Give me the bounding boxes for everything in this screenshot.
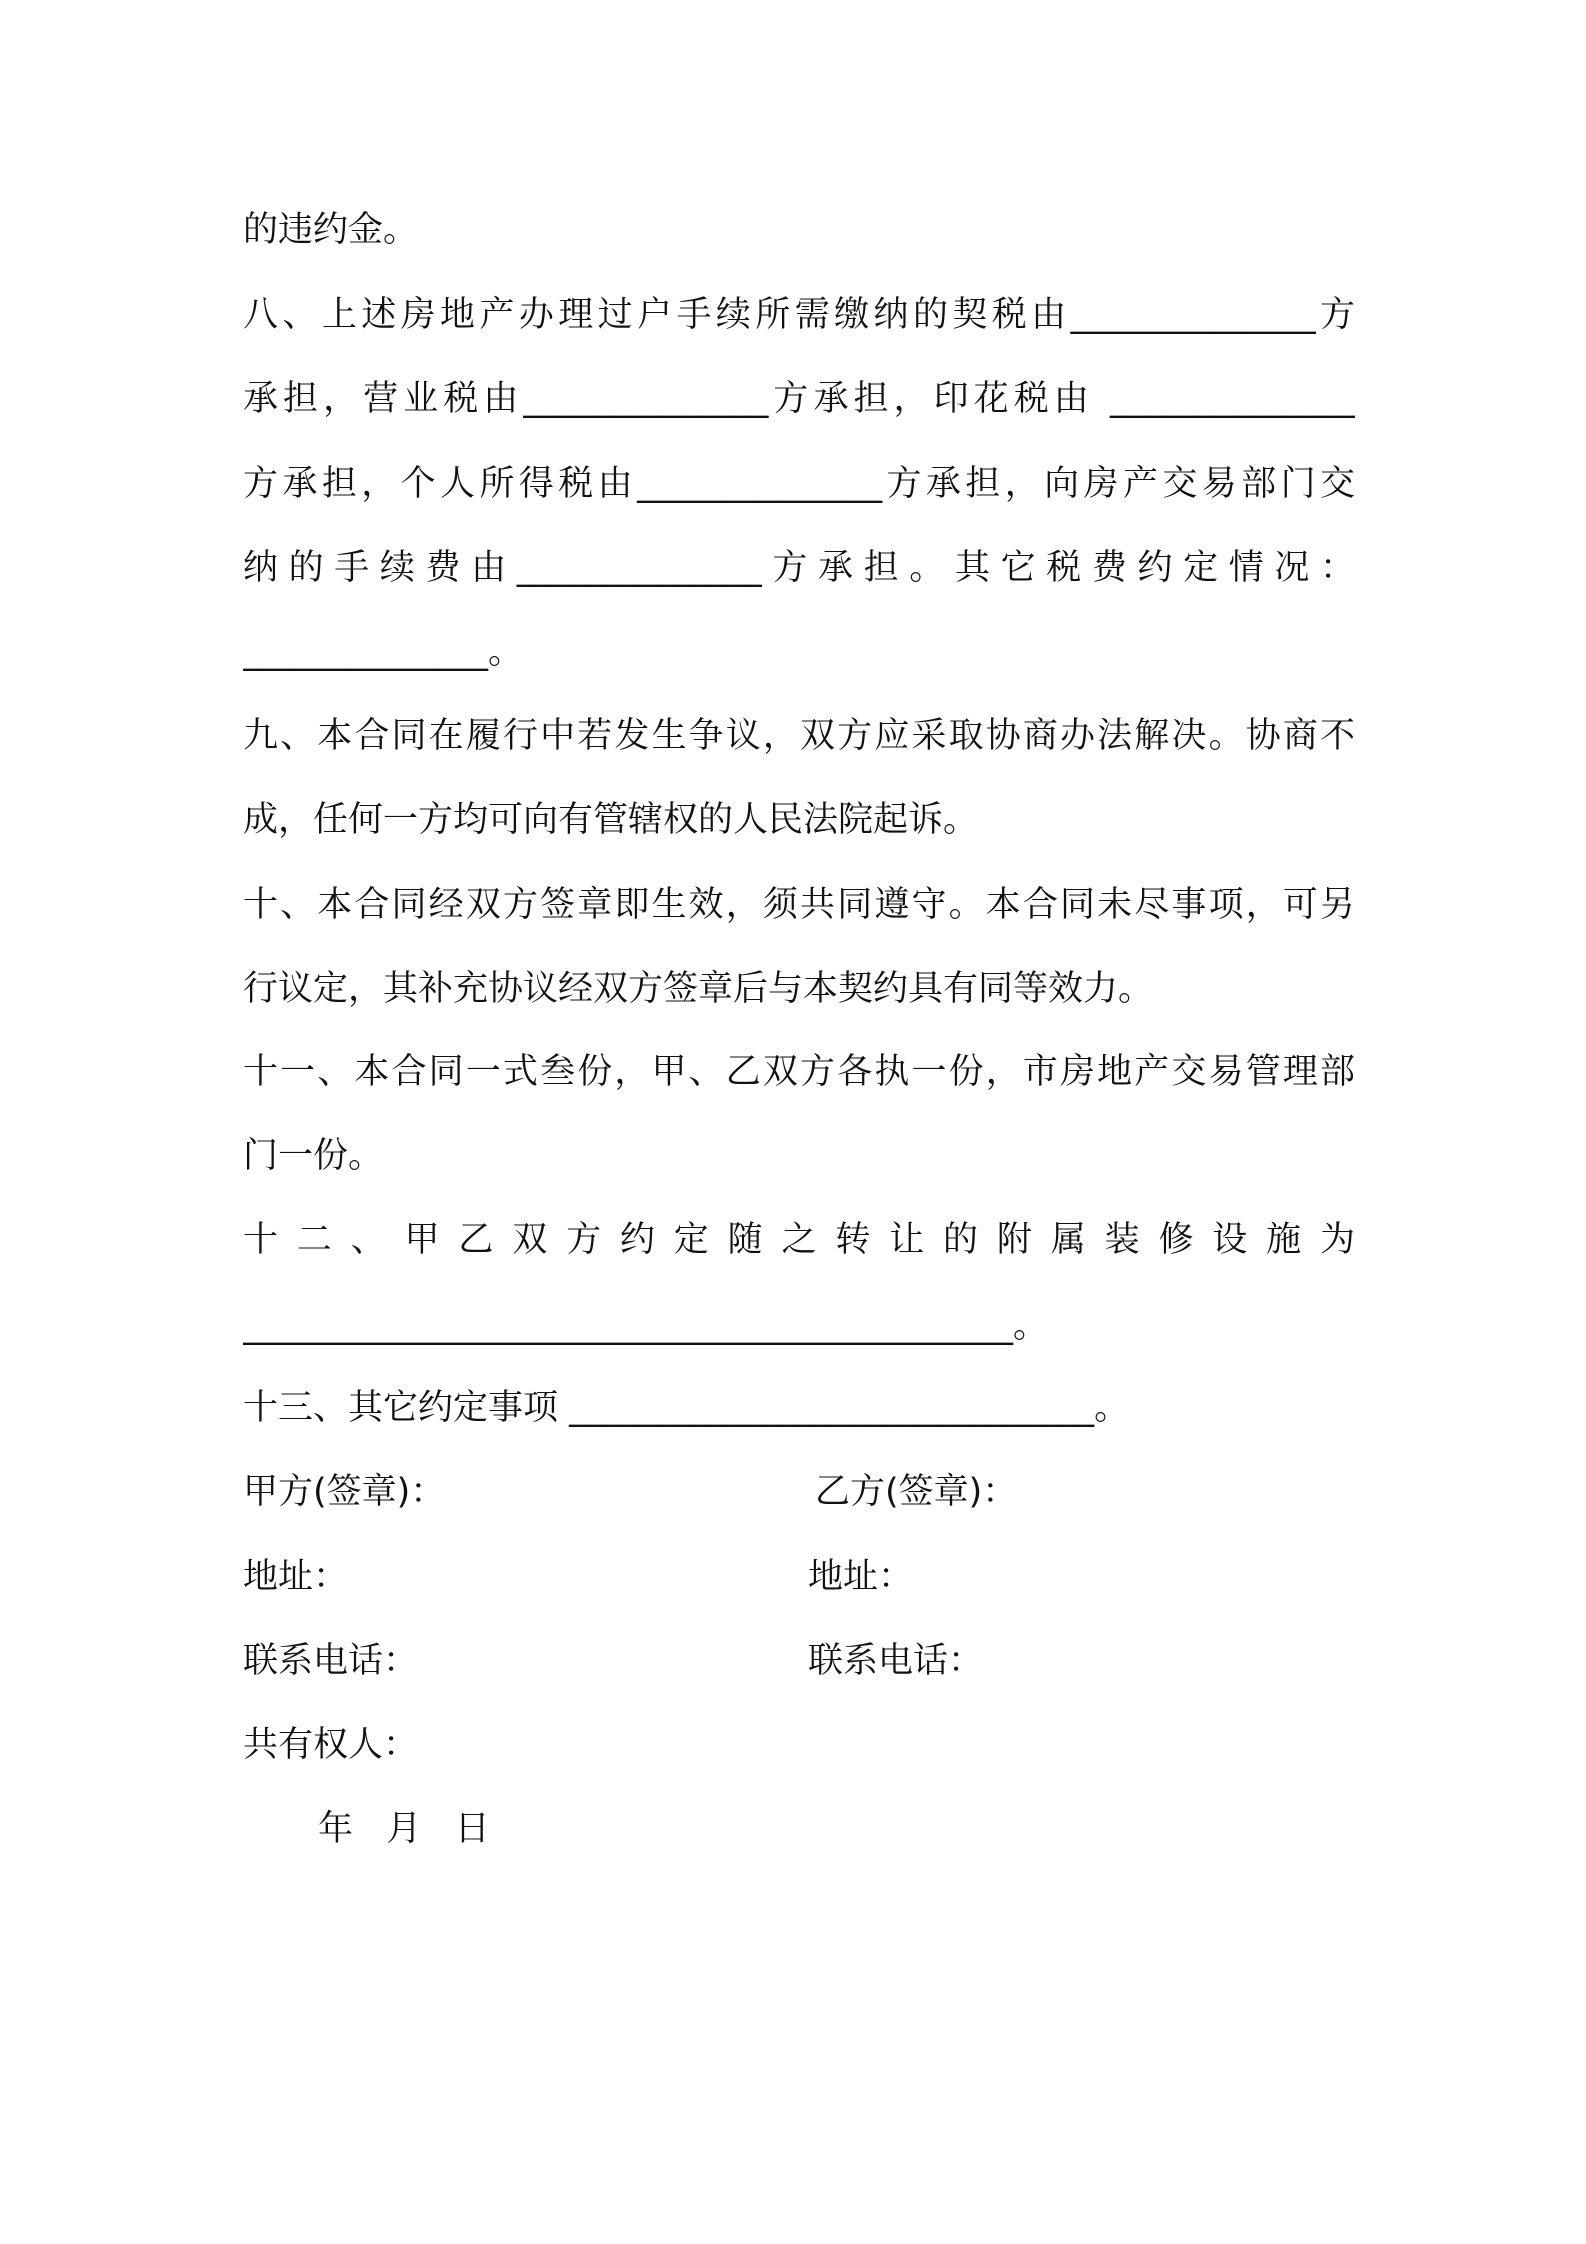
clause-9-line-1: 九、本合同在履行中若发生争议，双方应采取协商办法解决。协商不 — [243, 716, 1355, 756]
clause-8-line-1: 八、上述房地产办理过户手续所需缴纳的契税由______________方 — [243, 295, 1355, 335]
clause-13-line-1: 十三、其它约定事项 ______________________________。 — [243, 1388, 1130, 1428]
clause-10-line-2: 行议定，其补充协议经双方签章后与本契约具有同等效力。 — [243, 969, 1154, 1009]
clause-11-line-1: 十一、本合同一式叁份，甲、乙双方各执一份，市房地产交易管理部 — [243, 1052, 1355, 1092]
clause-8-line-3: 方承担，个人所得税由______________方承担，向房产交易部门交 — [243, 464, 1355, 504]
date-line: 年 月 日 — [318, 1809, 490, 1849]
co-owner-label: 共有权人： — [243, 1725, 419, 1765]
clause-10-line-1: 十、本合同经双方签章即生效，须共同遵守。本合同未尽事项，可另 — [243, 885, 1355, 925]
party-b-phone-label: 联系电话： — [808, 1641, 984, 1681]
party-b-label: 乙方(签章)： — [815, 1472, 1018, 1512]
clause-11-line-2: 门一份。 — [243, 1136, 384, 1176]
party-a-phone-label: 联系电话： — [243, 1641, 419, 1681]
party-a-address-label: 地址： — [243, 1557, 349, 1597]
clause-8-line-4: 纳的手续费由______________方承担。其它税费约定情况： — [243, 548, 1355, 588]
paragraph-line: 的违约金。 — [243, 210, 419, 250]
party-a-label: 甲方(签章)： — [243, 1472, 446, 1512]
clause-8-line-5: ______________。 — [243, 632, 524, 672]
clause-12-line-1: 十二、甲乙双方约定随之转让的附属装修设施为 — [243, 1220, 1355, 1260]
clause-8-line-2: 承担，营业税由______________方承担，印花税由 ______________ — [243, 379, 1355, 419]
party-b-address-label: 地址： — [808, 1557, 914, 1597]
clause-9-line-2: 成，任何一方均可向有管辖权的人民法院起诉。 — [243, 800, 979, 840]
clause-12-line-2: ____________________________________________。 — [243, 1306, 1049, 1346]
